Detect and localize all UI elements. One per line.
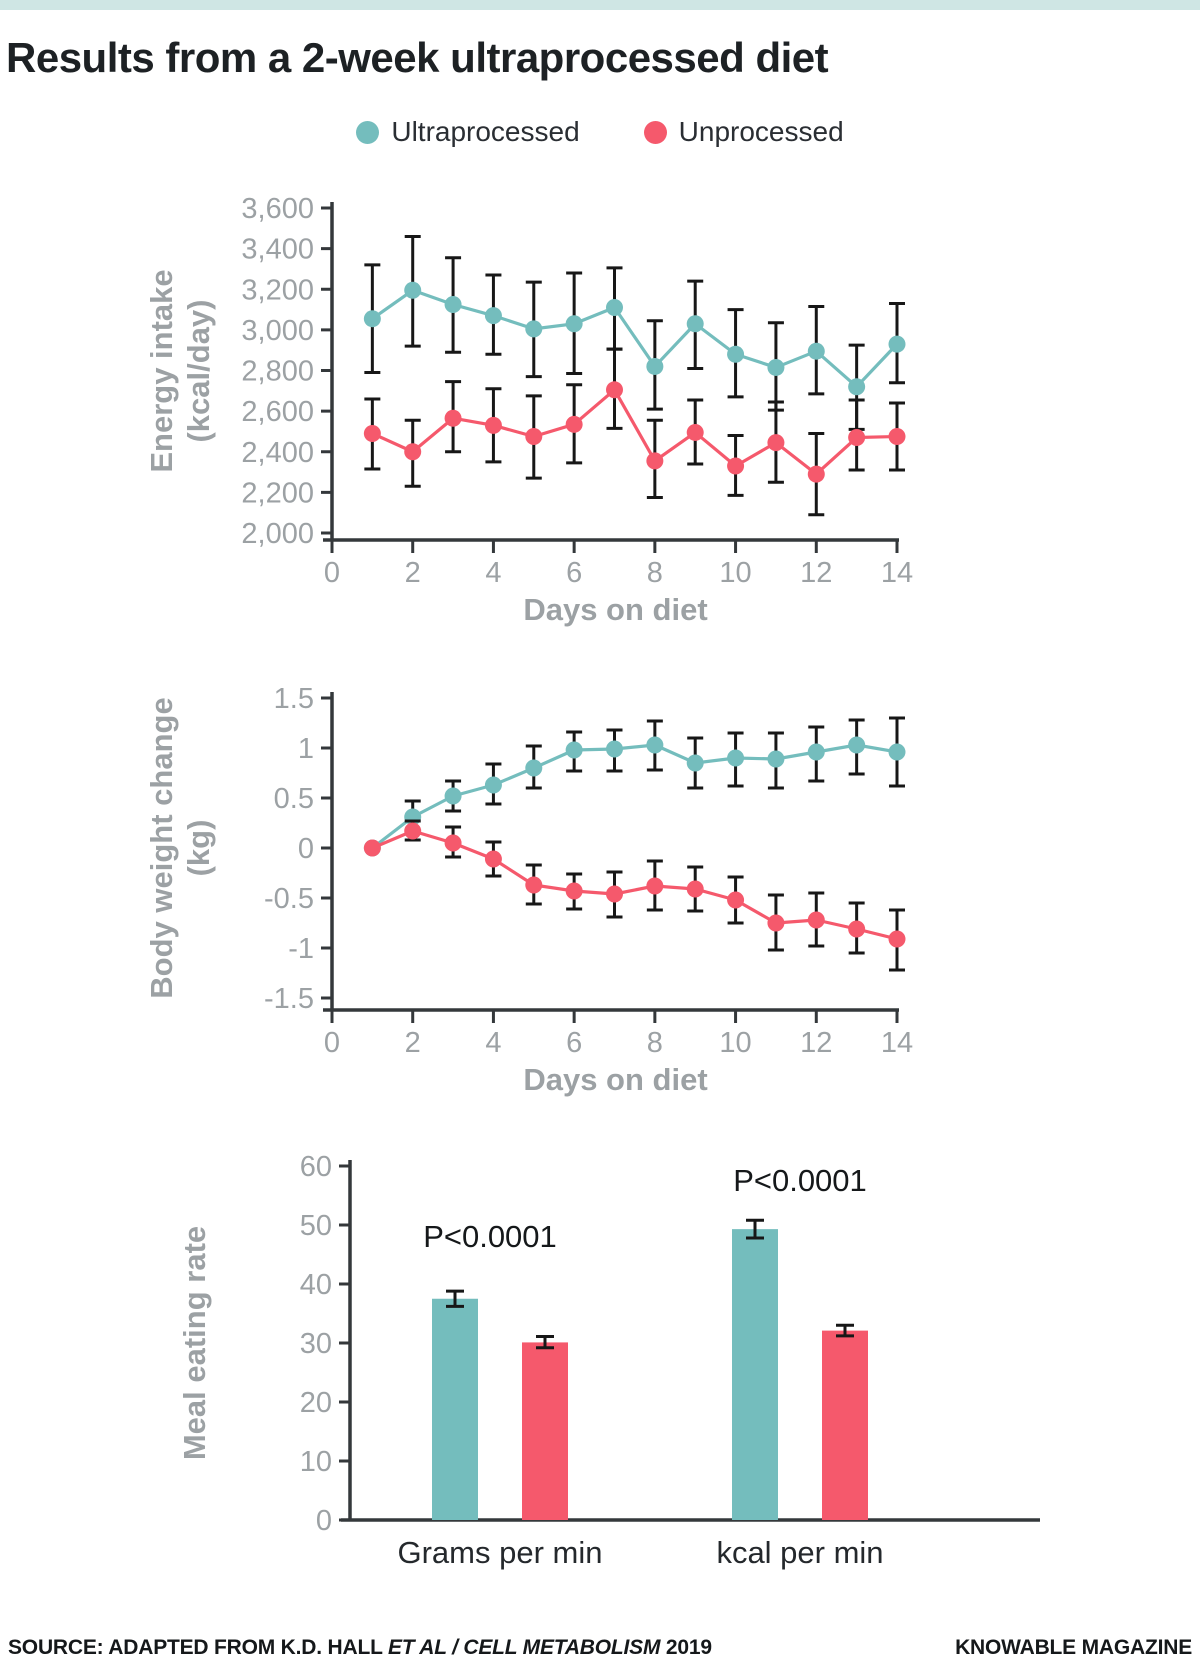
svg-text:3,200: 3,200 — [241, 274, 314, 307]
ultraprocessed-dot-icon — [356, 121, 379, 144]
svg-text:Days on diet: Days on diet — [523, 592, 708, 627]
svg-text:2,800: 2,800 — [241, 355, 314, 388]
unprocessed-dot-icon — [644, 121, 667, 144]
svg-text:0: 0 — [323, 1027, 341, 1059]
svg-text:2,600: 2,600 — [241, 396, 314, 429]
svg-text:2: 2 — [404, 1027, 421, 1059]
source-text: SOURCE: ADAPTED FROM K.D. HALL — [8, 1636, 388, 1659]
svg-text:1.5: 1.5 — [273, 683, 314, 715]
legend-item-unprocessed — [644, 116, 844, 148]
svg-text:40: 40 — [299, 1269, 332, 1301]
svg-text:2,000: 2,000 — [241, 518, 314, 550]
svg-text:2: 2 — [404, 557, 421, 589]
svg-text:Energy intake: Energy intake — [144, 269, 179, 473]
svg-text:Grams per min: Grams per min — [397, 1535, 603, 1570]
source-credit — [8, 1636, 712, 1660]
legend-label-unprocessed: Unprocessed — [678, 116, 844, 147]
svg-text:30: 30 — [299, 1328, 332, 1360]
svg-text:(kcal/day): (kcal/day) — [181, 299, 216, 443]
accent-bar — [0, 0, 1200, 10]
svg-text:6: 6 — [566, 1027, 583, 1059]
svg-text:0: 0 — [297, 833, 314, 865]
energy-intake-chart — [0, 178, 1200, 638]
svg-text:12: 12 — [800, 557, 833, 589]
svg-text:50: 50 — [299, 1210, 332, 1242]
svg-text:3,000: 3,000 — [241, 314, 314, 347]
brand-credit: KNOWABLE MAGAZINE — [955, 1636, 1192, 1659]
svg-text:10: 10 — [719, 557, 752, 589]
svg-text:8: 8 — [646, 557, 663, 589]
svg-text:10: 10 — [299, 1446, 332, 1478]
svg-text:Days on diet: Days on diet — [523, 1062, 708, 1097]
body-weight-change-chart — [0, 652, 1200, 1112]
svg-text:0: 0 — [323, 557, 341, 589]
svg-text:14: 14 — [880, 1027, 914, 1059]
page-title: Results from a 2-week ultraprocessed diet — [6, 34, 829, 81]
svg-text:-0.5: -0.5 — [264, 883, 314, 915]
meal-eating-rate-chart — [0, 1126, 1200, 1606]
legend-label-ultraprocessed: Ultraprocessed — [391, 116, 580, 147]
svg-text:6: 6 — [566, 557, 583, 589]
svg-text:12: 12 — [800, 1027, 833, 1059]
svg-text:60: 60 — [299, 1151, 332, 1183]
svg-text:P<0.0001: P<0.0001 — [423, 1219, 557, 1254]
svg-text:Body weight change: Body weight change — [144, 697, 179, 999]
svg-text:0: 0 — [315, 1505, 332, 1537]
svg-text:3,400: 3,400 — [241, 233, 314, 266]
svg-text:Meal eating rate: Meal eating rate — [177, 1225, 212, 1461]
svg-text:-1.5: -1.5 — [264, 983, 314, 1015]
svg-text:-1: -1 — [288, 933, 314, 965]
svg-text:P<0.0001: P<0.0001 — [733, 1163, 867, 1198]
svg-text:(kg): (kg) — [181, 819, 216, 877]
legend — [0, 110, 1200, 154]
source-citation: ET AL / CELL METABOLISM — [387, 1636, 661, 1659]
svg-text:8: 8 — [646, 1027, 663, 1059]
svg-text:10: 10 — [719, 1027, 752, 1059]
svg-text:14: 14 — [880, 557, 914, 589]
svg-text:kcal per min: kcal per min — [716, 1535, 884, 1570]
source-year: 2019 — [660, 1636, 712, 1659]
svg-text:1: 1 — [297, 733, 314, 765]
svg-text:0.5: 0.5 — [273, 783, 314, 815]
svg-text:20: 20 — [299, 1387, 332, 1419]
svg-text:4: 4 — [485, 1027, 502, 1059]
svg-text:2,400: 2,400 — [241, 436, 314, 469]
legend-item-ultraprocessed — [356, 116, 579, 148]
svg-text:3,600: 3,600 — [241, 193, 314, 225]
svg-text:4: 4 — [485, 557, 502, 589]
svg-text:2,200: 2,200 — [241, 477, 314, 510]
footer — [8, 1636, 1192, 1660]
